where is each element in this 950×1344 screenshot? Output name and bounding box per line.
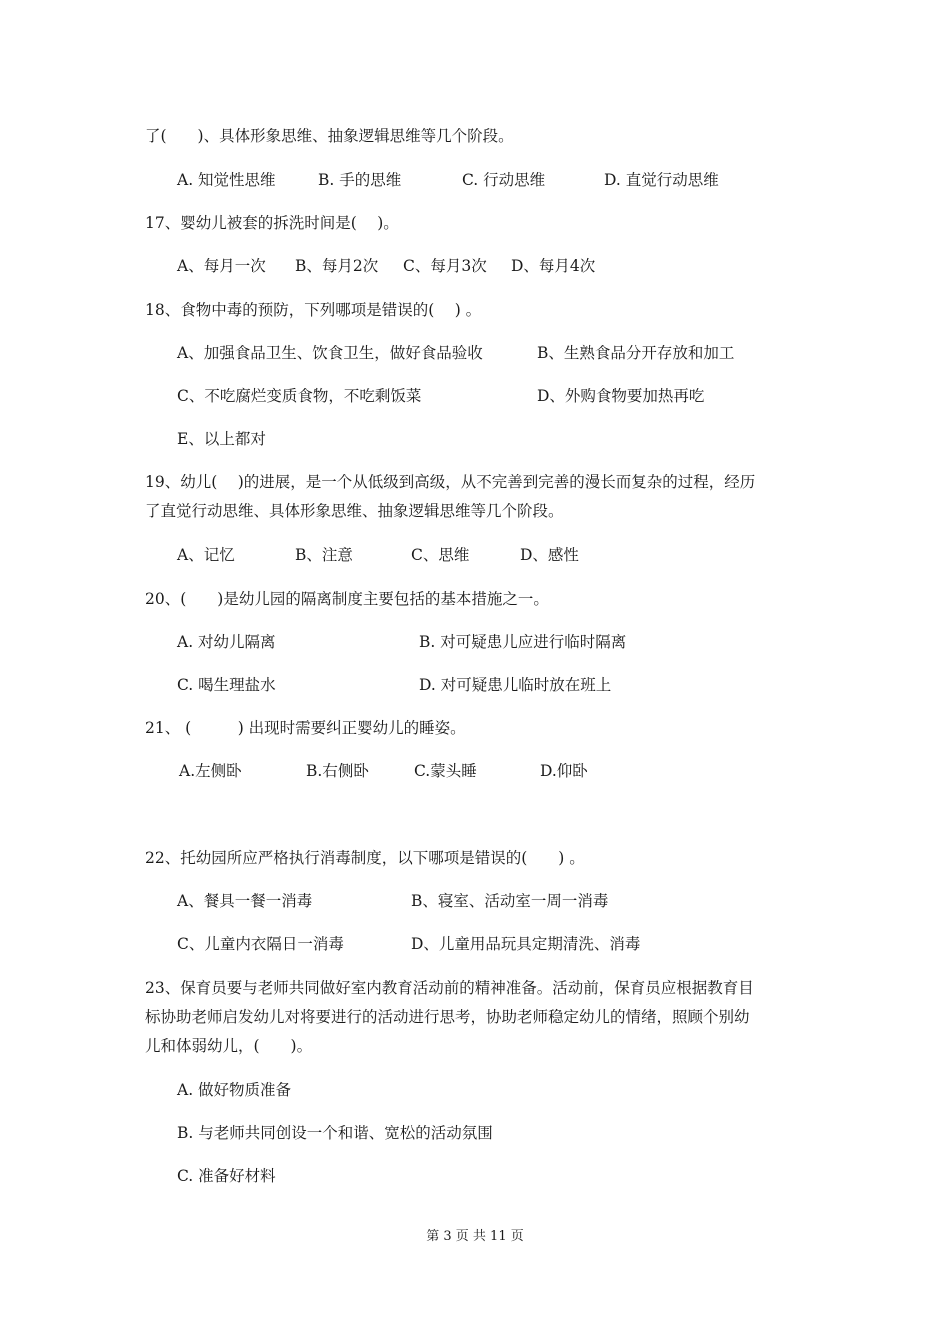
q18-option-e: E、以上都对 bbox=[177, 430, 266, 448]
q19-option-c: C、思维 bbox=[411, 546, 470, 564]
q17-stem: 17、婴幼儿被套的拆洗时间是( )。 bbox=[145, 214, 399, 232]
q21-option-d: D.仰卧 bbox=[540, 762, 588, 780]
q18-option-a: A、加强食品卫生、饮食卫生，做好食品验收 bbox=[177, 344, 483, 362]
q21-stem: 21、 ( ) 出现时需要纠正婴幼儿的睡姿。 bbox=[145, 719, 466, 737]
q23-option-a: A. 做好物质准备 bbox=[177, 1081, 292, 1099]
q18-option-d: D、外购食物要加热再吃 bbox=[537, 387, 705, 405]
q17-option-c: C、每月3次 bbox=[403, 257, 487, 275]
q22-option-d: D、儿童用品玩具定期清洗、消毒 bbox=[411, 935, 641, 953]
q18-option-c: C、不吃腐烂变质食物，不吃剩饭菜 bbox=[177, 387, 422, 405]
q16-option-a: A. 知觉性思维 bbox=[177, 171, 276, 189]
q19-stem-line-1: 19、幼儿( )的进展，是一个从低级到高级，从不完善到完善的漫长而复杂的过程，经历 bbox=[145, 473, 756, 491]
q16-option-b: B. 手的思维 bbox=[318, 171, 402, 189]
q23-stem-line-2: 标协助老师启发幼儿对将要进行的活动进行思考，协助老师稳定幼儿的情绪，照顾个别幼 bbox=[145, 1008, 750, 1026]
q21-option-c: C.蒙头睡 bbox=[414, 762, 477, 780]
q20-stem: 20、( )是幼儿园的隔离制度主要包括的基本措施之一。 bbox=[145, 590, 549, 608]
q22-option-c: C、儿童内衣隔日一消毒 bbox=[177, 935, 344, 953]
q17-option-d: D、每月4次 bbox=[511, 257, 596, 275]
q17-option-a: A、每月一次 bbox=[177, 257, 266, 275]
q17-option-b: B、每月2次 bbox=[295, 257, 379, 275]
q19-option-d: D、感性 bbox=[520, 546, 579, 564]
page-number-footer: 第 3 页 共 11 页 bbox=[426, 1229, 524, 1244]
q23-stem-line-3: 儿和体弱幼儿，( )。 bbox=[145, 1037, 313, 1055]
q18-option-b: B、生熟食品分开存放和加工 bbox=[537, 344, 735, 362]
q16-option-d: D. 直觉行动思维 bbox=[604, 171, 719, 189]
q22-option-a: A、餐具一餐一消毒 bbox=[177, 892, 313, 910]
q23-option-c: C. 准备好材料 bbox=[177, 1167, 276, 1185]
q19-option-b: B、注意 bbox=[295, 546, 353, 564]
q23-option-b: B. 与老师共同创设一个和谐、宽松的活动氛围 bbox=[177, 1124, 493, 1142]
q16-stem-continuation: 了( )、具体形象思维、抽象逻辑思维等几个阶段。 bbox=[145, 127, 514, 145]
q21-option-a: A.左侧卧 bbox=[179, 762, 242, 780]
q19-stem-line-2: 了直觉行动思维、具体形象思维、抽象逻辑思维等几个阶段。 bbox=[145, 502, 564, 520]
q20-option-b: B. 对可疑患儿应进行临时隔离 bbox=[419, 633, 627, 651]
q21-option-b: B.右侧卧 bbox=[306, 762, 369, 780]
q22-stem: 22、托幼园所应严格执行消毒制度，以下哪项是错误的( ) 。 bbox=[145, 849, 585, 867]
q20-option-c: C. 喝生理盐水 bbox=[177, 676, 276, 694]
q20-option-d: D. 对可疑患儿临时放在班上 bbox=[419, 676, 612, 694]
q22-option-b: B、寝室、活动室一周一消毒 bbox=[411, 892, 609, 910]
q16-option-c: C. 行动思维 bbox=[462, 171, 546, 189]
q18-stem: 18、食物中毒的预防，下列哪项是错误的( ) 。 bbox=[145, 301, 482, 319]
q19-option-a: A、记忆 bbox=[177, 546, 235, 564]
q23-stem-line-1: 23、保育员要与老师共同做好室内教育活动前的精神准备。活动前，保育员应根据教育目 bbox=[145, 979, 754, 997]
q20-option-a: A. 对幼儿隔离 bbox=[177, 633, 276, 651]
